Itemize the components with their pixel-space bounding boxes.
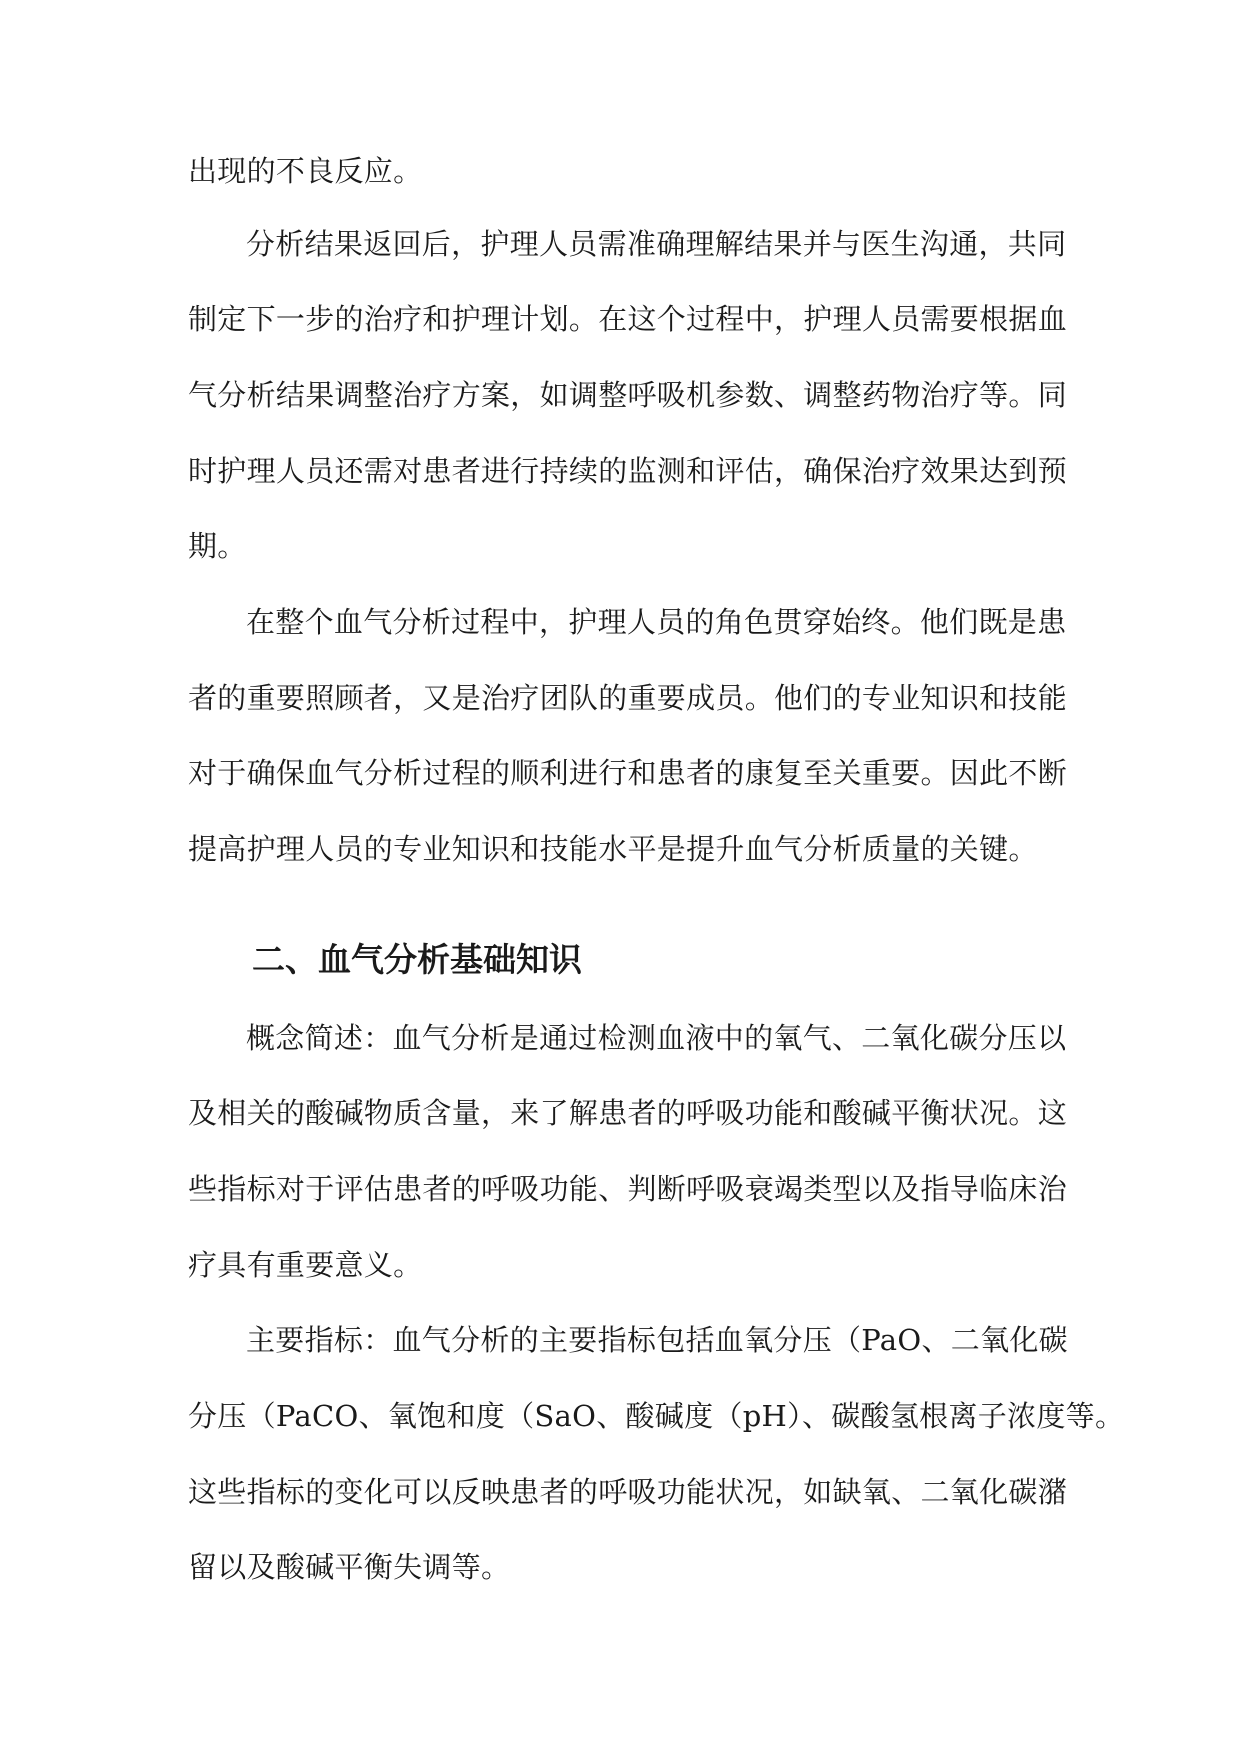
body-text-line: 分压（PaCO、氧饱和度（SaO、酸碱度（pH）、碳酸氢根离子浓度等。: [188, 1399, 1125, 1433]
body-text-line: 些指标对于评估患者的呼吸功能、判断呼吸衰竭类型以及指导临床治: [188, 1172, 1068, 1206]
body-text-line: 及相关的酸碱物质含量，来了解患者的呼吸功能和酸碱平衡状况。这: [188, 1096, 1068, 1130]
paragraph-first-line: 主要指标：血气分析的主要指标包括血氧分压（PaO、二氧化碳: [246, 1323, 1068, 1357]
body-text-line: 对于确保血气分析过程的顺利进行和患者的康复至关重要。因此不断: [188, 756, 1068, 790]
body-text-line: 者的重要照顾者，又是治疗团队的重要成员。他们的专业知识和技能: [188, 681, 1068, 715]
body-text-line: 提高护理人员的专业知识和技能水平是提升血气分析质量的关键。: [188, 832, 1038, 866]
body-text-line: 时护理人员还需对患者进行持续的监测和评估，确保治疗效果达到预: [188, 454, 1068, 488]
body-text-line: 留以及酸碱平衡失调等。: [188, 1550, 511, 1584]
body-text-line: 制定下一步的治疗和护理计划。在这个过程中，护理人员需要根据血: [188, 302, 1068, 336]
paragraph-first-line: 分析结果返回后，护理人员需准确理解结果并与医生沟通，共同: [246, 227, 1067, 261]
paragraph-first-line: 在整个血气分析过程中，护理人员的角色贯穿始终。他们既是患: [246, 605, 1067, 639]
body-text-line: 气分析结果调整治疗方案，如调整呼吸机参数、调整药物治疗等。同: [188, 378, 1068, 412]
section-heading: 二、血气分析基础知识: [252, 940, 582, 979]
paragraph-first-line: 概念简述：血气分析是通过检测血液中的氧气、二氧化碳分压以: [246, 1021, 1067, 1055]
body-text-line: 这些指标的变化可以反映患者的呼吸功能状况，如缺氧、二氧化碳潴: [188, 1475, 1068, 1509]
body-text-line: 期。: [188, 529, 247, 563]
body-text-line: 出现的不良反应。: [188, 154, 423, 188]
body-text-line: 疗具有重要意义。: [188, 1248, 423, 1282]
